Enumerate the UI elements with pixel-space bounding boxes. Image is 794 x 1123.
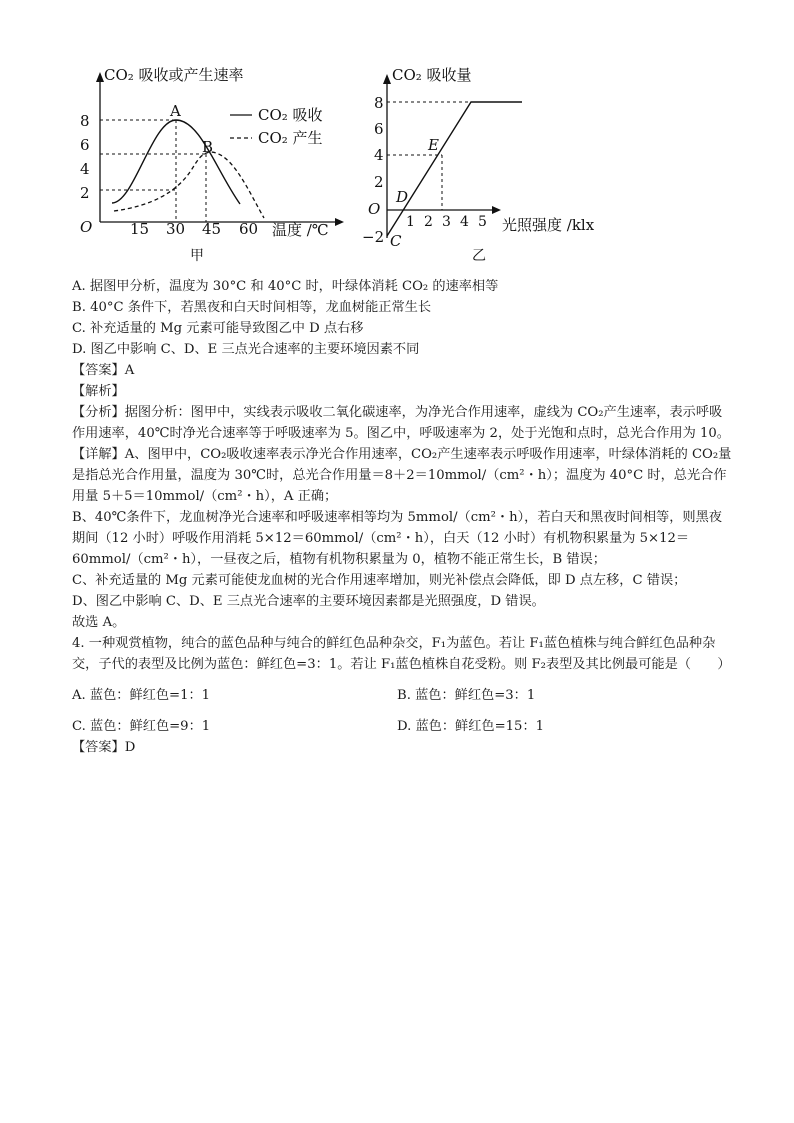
right-ytick-8: 8: [374, 94, 384, 112]
left-xlabel: 温度 /℃: [272, 221, 329, 239]
xiangjie-a: A、图甲中，CO₂吸收速率表示净光合作用速率，CO₂产生速率表示呼吸作用速率，叶绿体消耗的 CO₂量是指总光合作用量，温度为 30℃时，总光合作用量＝8＋2＝10mmol/（cm²・h）；温度为 40°C 时，总光合作用量 5＋5＝10mmol/（cm²・h），A 正确；: [72, 447, 732, 504]
left-x-arrow-icon: [335, 218, 344, 226]
fenxi-text: 据图分析：图甲中，实线表示吸收二氧化碳速率，为净光合作用速率，虚线为 CO₂产生速率，表示呼吸作用速率，40℃时净光合速率等于呼吸速率为 5。图乙中，呼吸速率为 2，处于光饱和点时，总光合作用为 10。: [72, 405, 730, 441]
xiangjie-paragraph-b: B、40℃条件下，龙血树净光合速率和呼吸速率相等均为 5mmol/（cm²・h），若白天和黑夜时间相等，则黑夜期间（12 小时）呼吸作用消耗 5×12＝60mmol/（cm²・h），白天（12 小时）有机物积累量为 5×12＝60mmol/（cm²・h），一昼夜之后，植物有机物积累量为 0，植物不能正常生长，B 错误；: [72, 510, 722, 567]
right-xtick-4: 4: [460, 214, 469, 230]
left-point-b: B: [202, 138, 214, 156]
xiangjie-paragraph-a: [72, 444, 732, 507]
right-point-c: C: [390, 232, 402, 250]
answer-label: 【答案】: [72, 363, 125, 378]
right-ylabel: CO₂ 吸收量: [392, 66, 472, 84]
answer-line: [72, 360, 732, 381]
right-ytick-2: 2: [374, 173, 384, 191]
chart-right: [362, 66, 595, 264]
right-xtick-3: 3: [442, 214, 451, 230]
figure-svg: [72, 60, 632, 270]
left-xtick-60: 60: [239, 220, 259, 238]
q4-options-row-1: [72, 685, 732, 706]
left-point-a: A: [170, 102, 181, 120]
right-point-d: D: [396, 188, 409, 206]
right-point-e: E: [428, 136, 439, 154]
option-a: A. 据图甲分析，温度为 30°C 和 40°C 时，叶绿体消耗 CO₂ 的速率相等: [72, 279, 499, 294]
right-origin: O: [368, 200, 381, 218]
chart-left: [80, 66, 344, 264]
right-xtick-1: 1: [406, 214, 415, 230]
option-c: C. 补充适量的 Mg 元素可能导致图乙中 D 点右移: [72, 321, 364, 336]
q4-option-b: B. 蓝色：鲜红色=3：1: [397, 688, 536, 703]
left-curve-produce: [114, 152, 264, 218]
right-ytick-neg2: −2: [362, 228, 385, 246]
right-xtick-5: 5: [478, 214, 487, 230]
right-ytick-6: 6: [374, 120, 384, 138]
analysis-label: 【解析】: [72, 384, 125, 399]
xiangjie-paragraph-c: C、补充适量的 Mg 元素可能使龙血树的光合作用速率增加，则光补偿点会降低，即 D 点左移，C 错误；: [72, 573, 687, 588]
option-d: D. 图乙中影响 C、D、E 三点光合速率的主要环境因素不同: [72, 342, 420, 357]
figure: [72, 60, 632, 270]
page-text: [72, 276, 732, 758]
left-y-arrow-icon: [96, 72, 104, 82]
answer-value: A: [124, 363, 135, 378]
left-ytick-6: 6: [80, 136, 90, 154]
fenxi-label: 【分析】: [72, 405, 125, 420]
q4-option-a: A. 蓝色：鲜红色=1：1: [72, 688, 211, 703]
xiangjie-label: 【详解】: [72, 447, 125, 462]
right-xtick-2: 2: [424, 214, 433, 230]
question-4-stem: 4. 一种观赏植物，纯合的蓝色品种与纯合的鲜红色品种杂交，F₁为蓝色。若让 F₁蓝色植株与纯合鲜红色品种杂交，子代的表型及比例为蓝色：鲜红色=3：1。若让 F₁蓝色植株自花受粉。则 F₂表型及其比例最可能是（ ）: [72, 636, 731, 672]
left-xtick-30: 30: [166, 220, 186, 238]
conclusion: 故选 A。: [72, 615, 126, 630]
legend-solid: CO₂ 吸收: [258, 106, 323, 124]
right-caption: 乙: [472, 248, 486, 264]
q4-option-c: C. 蓝色：鲜红色=9：1: [72, 719, 211, 734]
left-caption: 甲: [190, 248, 204, 264]
left-origin: O: [80, 218, 93, 236]
right-xlabel: 光照强度 /klx: [502, 216, 595, 234]
q4-answer-line: [72, 737, 732, 758]
left-xtick-45: 45: [202, 220, 222, 238]
legend-dashed: CO₂ 产生: [258, 129, 323, 147]
q4-answer-value: D: [124, 740, 136, 755]
left-ytick-8: 8: [80, 112, 90, 130]
xiangjie-paragraph-d: D、图乙中影响 C、D、E 三点光合速率的主要环境因素都是光照强度，D 错误。: [72, 594, 545, 609]
left-ylabel: CO₂ 吸收或产生速率: [104, 66, 244, 84]
right-x-arrow-icon: [492, 206, 501, 214]
fenxi-paragraph: [72, 402, 732, 444]
q4-option-d: D. 蓝色：鲜红色=15：1: [397, 719, 545, 734]
left-xtick-15: 15: [130, 220, 150, 238]
q4-options-row-2: [72, 716, 732, 737]
left-ytick-2: 2: [80, 184, 90, 202]
q4-answer-label: 【答案】: [72, 740, 125, 755]
right-ytick-4: 4: [374, 146, 384, 164]
option-b: B. 40°C 条件下，若黑夜和白天时间相等，龙血树能正常生长: [72, 300, 432, 315]
left-ytick-4: 4: [80, 160, 90, 178]
right-y-arrow-icon: [383, 74, 391, 84]
